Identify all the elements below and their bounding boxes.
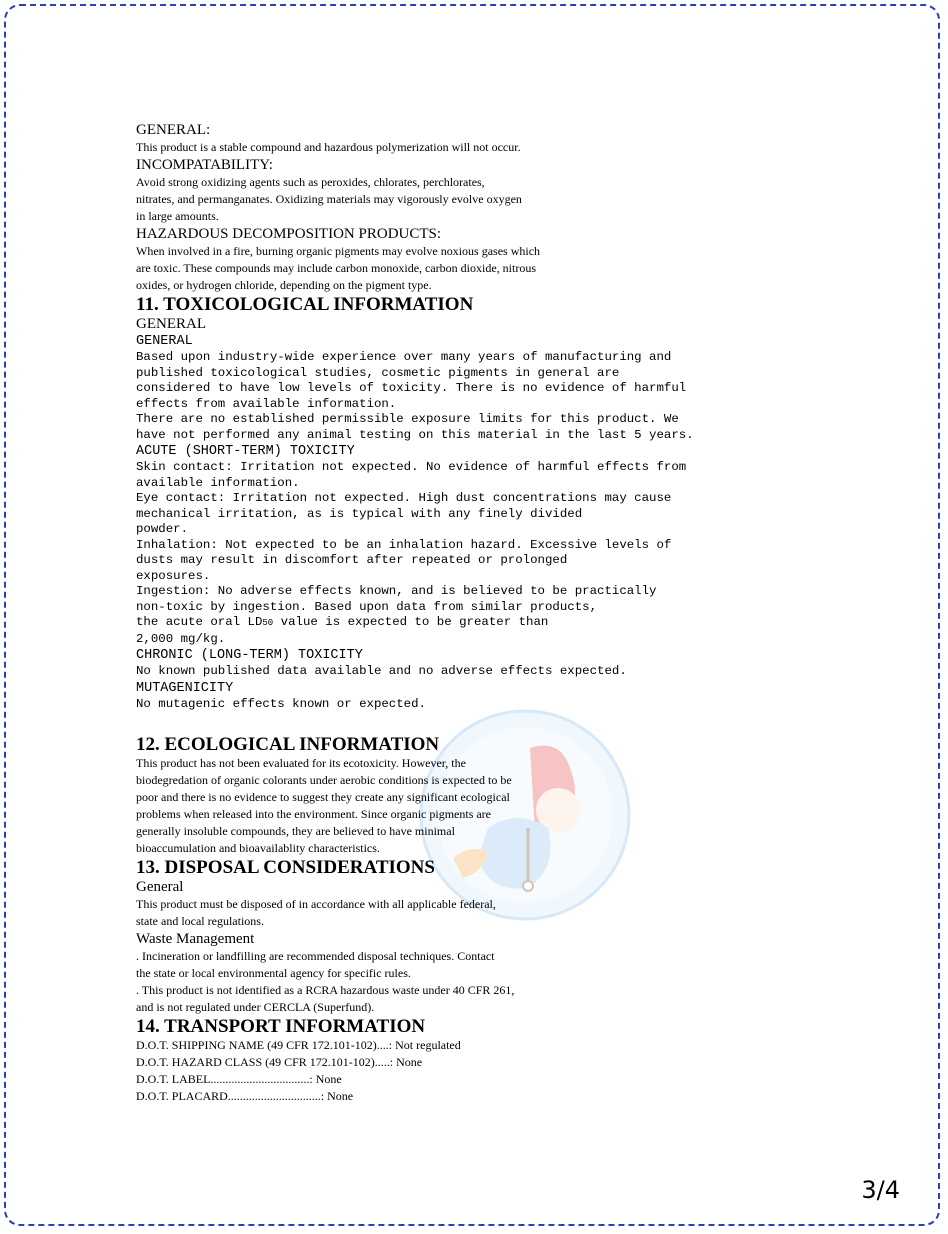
section-14-heading: 14. TRANSPORT INFORMATION bbox=[136, 1016, 426, 1037]
chronic-toxicity-text: No known published data available and no adverse effects expected. bbox=[136, 664, 627, 678]
mutagenicity-heading: MUTAGENICITY bbox=[136, 680, 234, 696]
decomposition-text: When involved in a fire, burning organic pigments may evolve noxious gases which are toxic. These compounds may include carbon monoxide, carbon dioxide, nitrous oxides, or hydrogen chloride, depending on the pigment type. bbox=[136, 244, 541, 292]
ecological-text: This product has not been evaluated for its ecotoxicity. However, the biodegredation of organic colorants under aerobic conditions is expected to be poor and there is no evidence to suggest they create any significant ecological problems when released into the environment. Since organic pigments are generally insoluble compounds, they are believed to have minimal bioaccumulation and bioavailablity characteristics. bbox=[136, 756, 512, 855]
section-11-heading: 11. TOXICOLOGICAL INFORMATION bbox=[136, 294, 474, 315]
tox-general-text: Based upon industry-wide experience over many years of manufacturing and published toxicological studies, cosmetic pigments in general are considered to have low levels of toxicity. There is no evidence of harmful effects from available information. There are no established permissible exposure limits for this product. We have not performed any animal testing on this material in the last 5 years. bbox=[136, 350, 694, 442]
incompatability-heading: INCOMPATABILITY: bbox=[136, 157, 273, 173]
acute-toxicity-heading: ACUTE (SHORT-TERM) TOXICITY bbox=[136, 444, 355, 459]
tox-general-serif-heading: GENERAL bbox=[136, 316, 206, 332]
disposal-general-heading: General bbox=[136, 879, 184, 895]
chronic-toxicity-heading: CHRONIC (LONG-TERM) TOXICITY bbox=[136, 648, 363, 663]
ld50-sub: 50 bbox=[262, 618, 274, 628]
mutagenicity-text: No mutagenic effects known or expected. bbox=[136, 696, 426, 711]
section-12-heading: 12. ECOLOGICAL INFORMATION bbox=[136, 734, 440, 755]
decomposition-heading: HAZARDOUS DECOMPOSITION PRODUCTS: bbox=[136, 226, 442, 242]
transport-line: D.O.T. SHIPPING NAME (49 CFR 172.101-102)....: Not regulated bbox=[136, 1038, 461, 1052]
waste-management-text: . Incineration or landfilling are recommended disposal techniques. Contact the state or local environmental agency for specific rules. . This product is not identified as a RCRA hazardous waste under 40 CFR 261, and is not regulated under CERCLA (Superfund). bbox=[136, 949, 515, 1014]
ld50-value: 2,000 mg/kg. bbox=[136, 631, 226, 646]
tox-general-mono-heading: GENERAL bbox=[136, 334, 193, 349]
transport-line: D.O.T. LABEL.................................: None bbox=[136, 1072, 342, 1086]
section-spacer bbox=[136, 712, 796, 734]
transport-line: D.O.T. HAZARD CLASS (49 CFR 172.101-102).....: None bbox=[136, 1055, 423, 1069]
ld50-post: value is expected to be greater than bbox=[273, 615, 549, 629]
transport-line: D.O.T. PLACARD...............................: None bbox=[136, 1089, 354, 1103]
ld50-line bbox=[136, 615, 796, 632]
stability-general-heading: GENERAL: bbox=[136, 122, 211, 138]
waste-management-heading: Waste Management bbox=[136, 931, 255, 947]
disposal-general-text: This product must be disposed of in accordance with all applicable federal, state and local regulations. bbox=[136, 897, 496, 928]
section-13-heading: 13. DISPOSAL CONSIDERATIONS bbox=[136, 857, 435, 878]
stability-general-text: This product is a stable compound and hazardous polymerization will not occur. bbox=[136, 140, 521, 154]
acute-toxicity-text: Skin contact: Irritation not expected. No evidence of harmful effects from available information. Eye contact: Irritation not expected. High dust concentrations may cause mechanical irritation, as is typical with any finely divided powder. Inhalation: Not expected to be an inhalation hazard. Excessive levels of dusts may result in discomfort after repeated or prolonged exposures. Ingestion: No adverse effects known, and is believed to be practically non-toxic by ingestion. Based upon data from similar products, bbox=[136, 460, 687, 614]
page-number: 3/4 bbox=[861, 1176, 900, 1204]
incompatability-text: Avoid strong oxidizing agents such as peroxides, chlorates, perchlorates, nitrates, and permanganates. Oxidizing materials may vigorously evolve oxygen in large amounts. bbox=[136, 175, 522, 223]
ld50-pre: the acute oral LD bbox=[136, 615, 263, 629]
document-body bbox=[136, 121, 796, 1105]
